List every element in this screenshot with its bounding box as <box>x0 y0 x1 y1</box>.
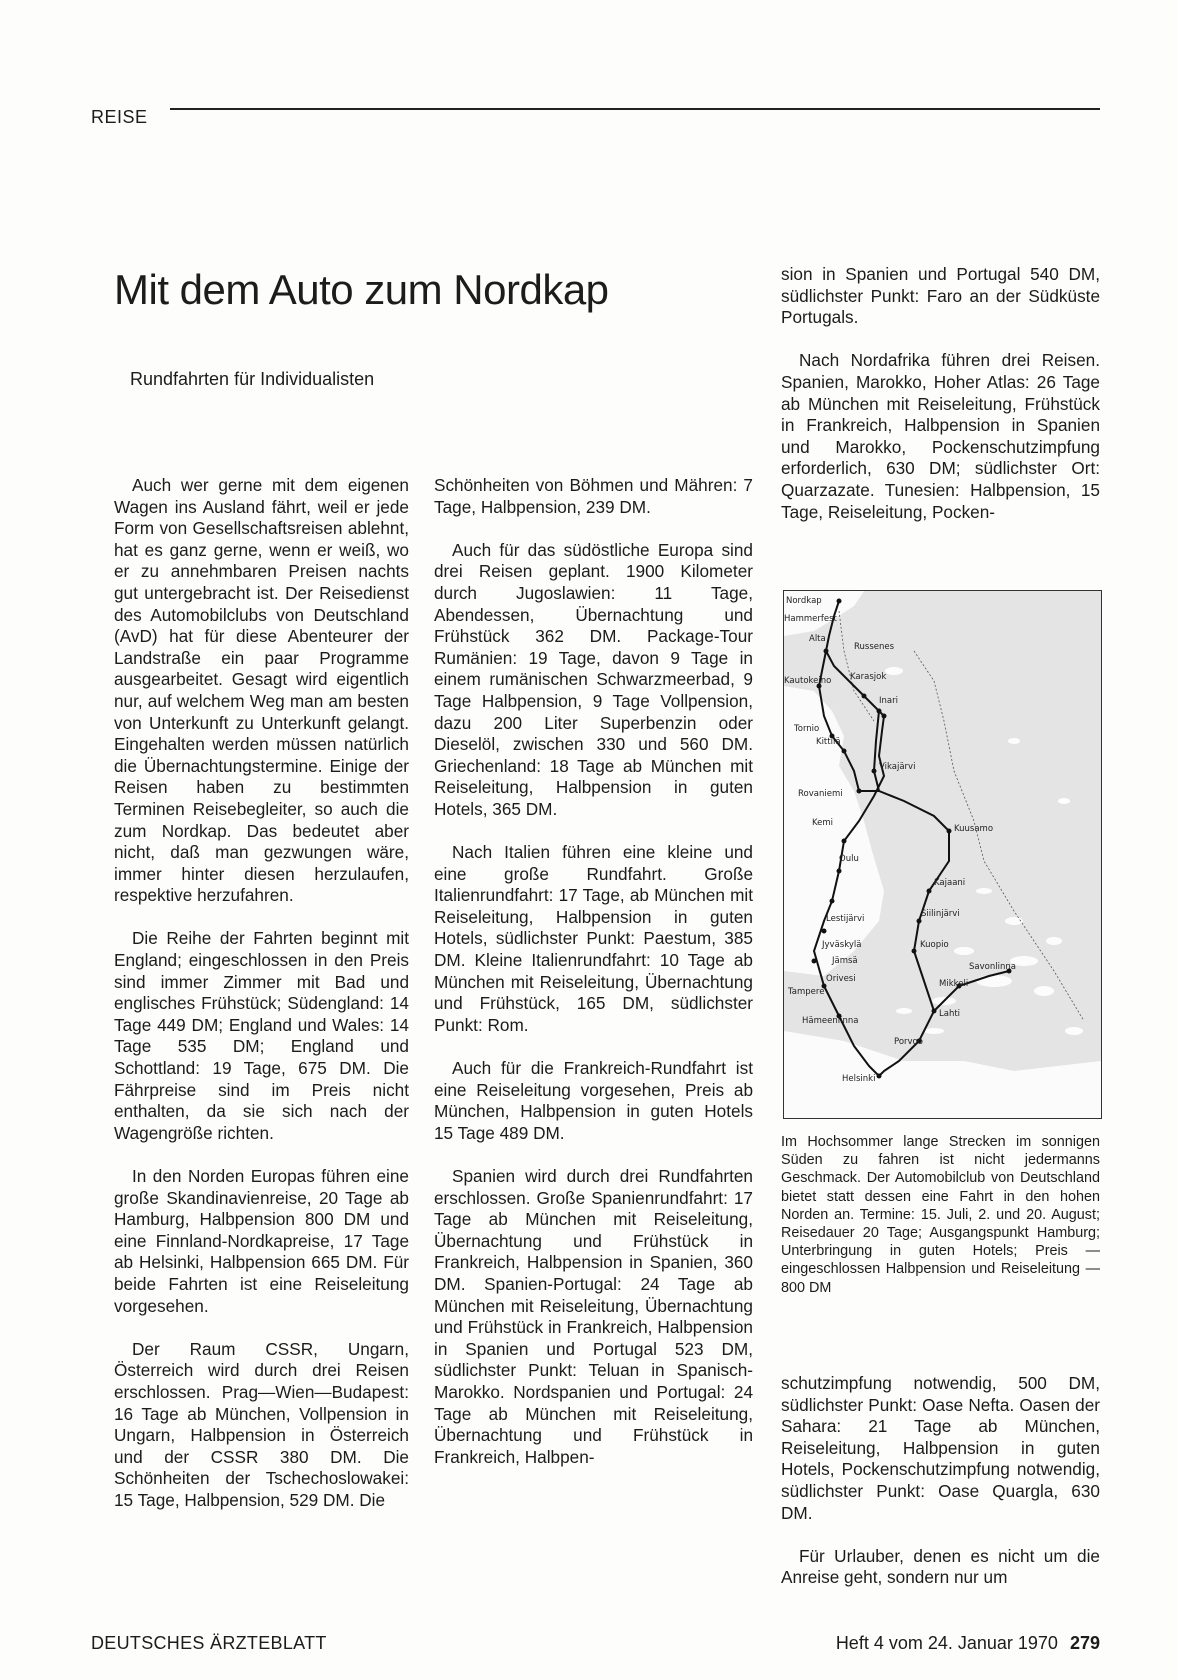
map-label: Porvoo <box>894 1037 923 1047</box>
map-label: Nordkap <box>786 596 822 606</box>
map-label: Siilinjärvi <box>921 909 960 919</box>
map-label: Savonlinna <box>969 962 1016 972</box>
map-label: Kajaani <box>934 878 966 888</box>
issue-info <box>836 1633 1100 1654</box>
map-label: Tornio <box>794 724 820 734</box>
paragraph: Für Urlauber, denen es nicht um die Anreise geht, sondern nur um <box>781 1545 1100 1588</box>
map-label: Jämsä <box>832 956 858 966</box>
column-3-top <box>781 264 1100 545</box>
map-label: Hammerfest <box>784 614 837 624</box>
map-label: Lestijärvi <box>826 914 865 924</box>
map-label: Jyväskylä <box>822 940 862 950</box>
paragraph: Der Raum CSSR, Ungarn, Österreich wird durch drei Reisen erschlossen. Prag—Wien—Budapest: 16 Tage ab München, Vollpension in Ungarn, Halbpension in Österreich und der CSSR 380 DM. Die Schönheiten der Tschechoslowakei: 15 Tage, Halbpension, 529 DM. Die <box>114 1338 409 1510</box>
map-label: Inari <box>879 696 898 706</box>
issue-date: Heft 4 vom 24. Januar 1970 <box>835 1633 1058 1653</box>
map-label: Oulu <box>839 854 859 864</box>
map-label: Kuopio <box>920 940 949 950</box>
header-rule <box>170 108 1100 110</box>
map-label: Kautokeino <box>784 676 832 686</box>
map-label: Karasjok <box>850 672 887 682</box>
route-map-graphic <box>784 591 1101 1118</box>
map-label: Hämeenlinna <box>802 1016 859 1026</box>
map-label: Kuusamo <box>954 824 994 834</box>
paragraph: Auch für das südöstliche Europa sind drei Reisen geplant. 1900 Kilometer durch Jugoslawien: 11 Tage, Abendessen, Übernachtung und Frühstück 362 DM. Package-Tour Rumänien: 19 Tage, davon 9 Tage in einem rumänischen Schwarzmeerbad, 9 Tage Halbpension, 9 Tage Vollpension, dazu 200 Liter Superbenzin oder Dieselöl, zwischen 330 und 560 DM. Griechenland: 18 Tage ab München mit Reiseleitung, Halbpension in guten Hotels, 365 DM. <box>434 539 753 819</box>
paragraph: Auch wer gerne mit dem eigenen Wagen ins Ausland fährt, weil er jede Form von Gesellschaftsreisen ablehnt, hat es ganz gerne, wenn er weiß, wo er zu annehmbaren Preisen nachts gut untergebracht ist. Der Reisedienst des Automobilclubs von Deutschland (AvD) hat für diese Abenteurer der Landstraße ein paar Programme ausgearbeitet. Gesagt wird eigentlich nur, auf welchem Weg man am besten von Unterkunft zu Unterkunft gelangt. Eingehalten werden müssen natürlich die Übernachtungstermine. Einige der Reisen haben zu bestimmten Terminen Reisebegleiter, so auch die zum Nordkap. Das bedeutet aber nicht, daß man gezwungen wäre, immer hinter diesen herzulaufen, respektive herzufahren. <box>114 475 409 906</box>
map-label: Kemi <box>812 818 834 828</box>
column-1 <box>114 475 409 1533</box>
route-map <box>783 590 1102 1119</box>
paragraph: Nach Nordafrika führen drei Reisen. Spanien, Marokko, Hoher Atlas: 26 Tage ab München mit Reiseleitung, Frühstück in Frankreich, Halbpension in Spanien und Marokko, Pockenschutzimpfung erforderlich, 630 DM; südlichster Ort: Quarzazate. Tunesien: Halbpension, 15 Tage, Reiseleitung, Pocken- <box>781 350 1100 522</box>
paragraph: schutzimpfung notwendig, 500 DM, südlichster Punkt: Oase Nefta. Oasen der Sahara: 21 Tage ab München, Reiseleitung, Halbpension in guten Hotels, Pockenschutzimpfung notwendig, südlichster Punkt: Oase Quargla, 630 DM. <box>781 1373 1100 1523</box>
map-label: Orivesi <box>826 974 856 984</box>
map-label: Lahti <box>939 1009 961 1019</box>
paragraph: In den Norden Europas führen eine große Skandinavienreise, 20 Tage ab Hamburg, Halbpension 800 DM und eine Finnland-Nordkapreise, 17 Tage ab Helsinki, Halbpension 665 DM. Für beide Fahrten ist eine Reiseleitung vorgesehen. <box>114 1166 409 1316</box>
paragraph: sion in Spanien und Portugal 540 DM, südlichster Punkt: Faro an der Südküste Portugals. <box>781 264 1100 328</box>
column-2 <box>434 475 753 1490</box>
column-3-bottom <box>781 1373 1100 1611</box>
map-label: Kittilä <box>816 737 841 747</box>
map-label: Rovaniemi <box>798 789 843 799</box>
article-title: Mit dem Auto zum Nordkap <box>114 266 609 313</box>
section-label: REISE <box>91 107 148 127</box>
paragraph: Schönheiten von Böhmen und Mähren: 7 Tage, Halbpension, 239 DM. <box>434 475 753 517</box>
map-label: Russenes <box>854 642 895 652</box>
paragraph: Nach Italien führen eine kleine und eine große Rundfahrt. Große Italienrundfahrt: 17 Tage, ab München mit Reiseleitung, Halbpension in guten Hotels, südlichster Punkt: Paestum, 385 DM. Kleine Italienrundfahrt: 10 Tage ab München mit Reiseleitung, Übernachtung und Frühstück, 165 DM, südlichster Punkt: Rom. <box>434 842 753 1035</box>
publication-name: DEUTSCHES ÄRZTEBLATT <box>91 1633 327 1653</box>
map-label: Vikajärvi <box>879 762 916 772</box>
article-subtitle: Rundfahrten für Individualisten <box>130 369 375 389</box>
map-caption: Im Hochsommer lange Strecken im sonnigen Süden zu fahren ist nicht jedermanns Geschmack. Der Automobilclub von Deutschland bietet statt dessen eine Fahrt in den hohen Norden an. Termine: 15. Juli, 2. und 20. August; Reisedauer 20 Tage; Ausgangspunkt Hamburg; Unterbringung in guten Hotels; Preis — eingeschlossen Halbpension und Reiseleitung — 800 DM <box>781 1134 1100 1296</box>
paragraph: Die Reihe der Fahrten beginnt mit England; eingeschlossen in den Preis sind immer Zimmer mit Bad und englisches Frühstück; Südengland: 14 Tage 449 DM; England und Wales: 14 Tage 535 DM; England und Schottland: 19 Tage, 675 DM. Die Fährpreise sind im Preis nicht enthalten, da sie sich nach der Wagengröße richten. <box>114 928 409 1143</box>
map-label: Mikkeli <box>939 979 969 989</box>
paragraph: Auch für die Frankreich-Rundfahrt ist eine Reiseleitung vorgesehen, Preis ab München, Halbpension in guten Hotels 15 Tage 489 DM. <box>434 1058 753 1143</box>
paragraph: Spanien wird durch drei Rundfahrten erschlossen. Große Spanienrundfahrt: 17 Tage ab München mit Reiseleitung, Übernachtung und Frühstück in Frankreich, Halbpension in Spanien, 360 DM. Spanien-Portugal: 24 Tage ab München mit Reiseleitung, Übernachtung und Frühstück in Frankreich, Halbpension in Spanien und Portugal 523 DM, südlichster Punkt: Teluan in Spanisch-Marokko. Nordspanien und Portugal: 24 Tage ab München mit Reiseleitung, Übernachtung und Frühstück in Frankreich, Halbpen- <box>434 1166 753 1467</box>
page-number: 279 <box>1069 1633 1100 1653</box>
map-label: Helsinki <box>842 1074 876 1084</box>
map-label: Alta <box>809 634 826 644</box>
map-label: Tampere <box>788 987 825 997</box>
